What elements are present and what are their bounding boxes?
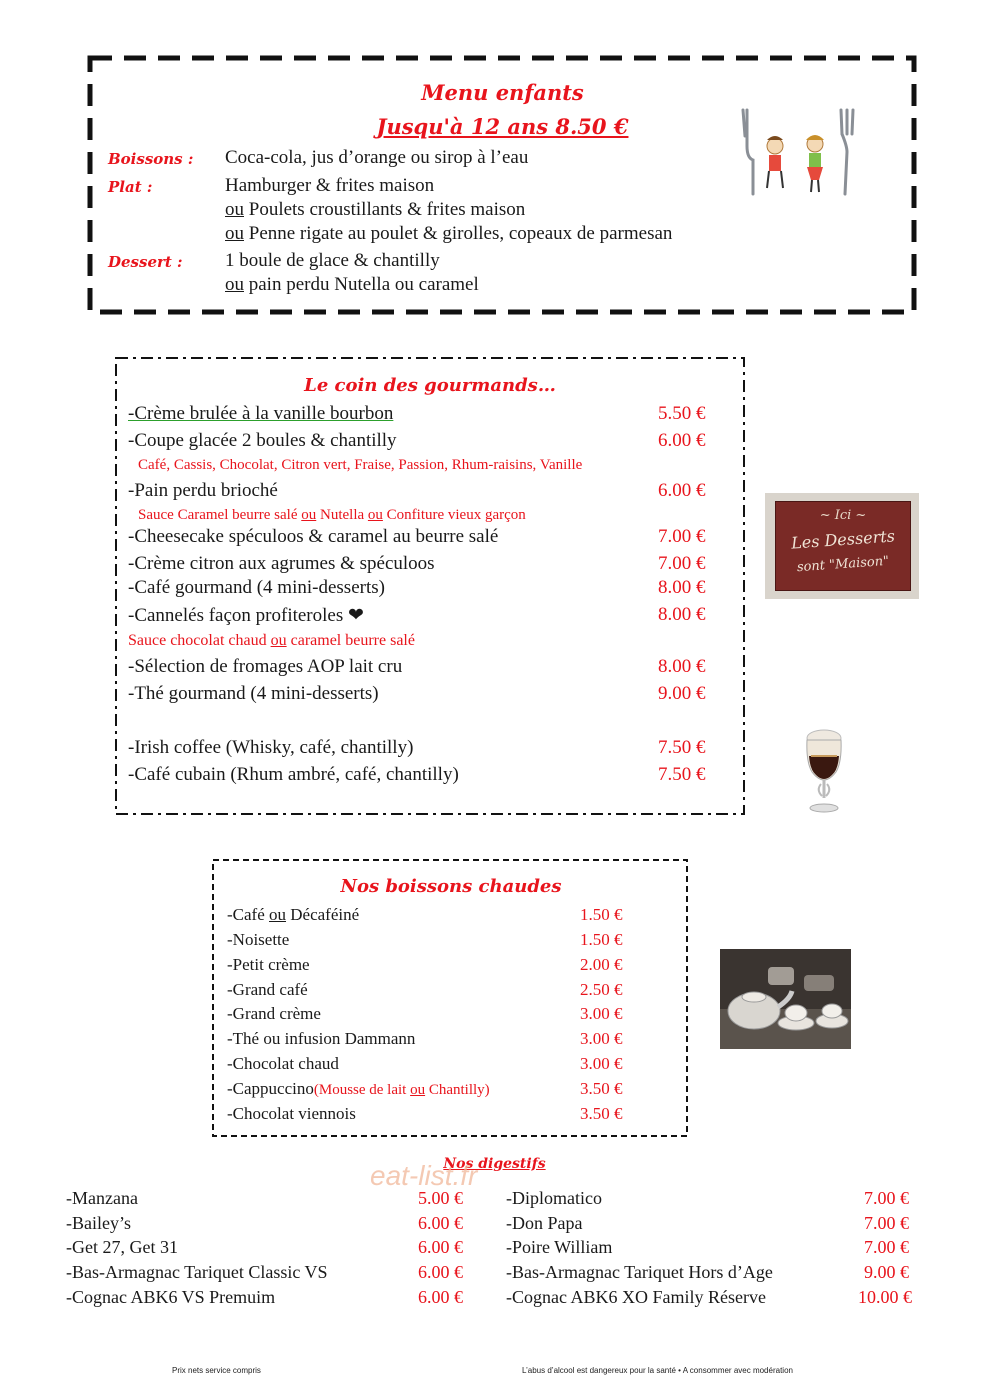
digestif-price: 6.00 € <box>418 1262 463 1282</box>
kids-dessert-2 <box>225 274 479 296</box>
gourmand-item: -Sélection de fromages AOP lait cru <box>128 656 403 677</box>
hot-drink-price: 2.00 € <box>580 955 623 974</box>
hot-drink-item: -Thé ou infusion Dammann <box>227 1029 416 1048</box>
hot-drink-price: 3.00 € <box>580 1054 623 1073</box>
digestif-price: 5.00 € <box>418 1188 463 1208</box>
digestif-item: -Cognac ABK6 XO Family Réserve <box>506 1287 766 1307</box>
sauce-a: Sauce chocolat chaud <box>128 632 271 649</box>
gourmand-price: 7.50 € <box>658 737 706 758</box>
gourmand-item: -Crème brulée à la vanille bourbon <box>128 403 394 424</box>
sign-line-2: Les Desserts <box>790 526 896 553</box>
or-word: ou <box>410 1082 426 1098</box>
digestif-item: -Bailey’s <box>66 1213 131 1233</box>
hot-drink-price: 2.50 € <box>580 980 623 999</box>
hot-drink-item: -Noisette <box>227 930 290 949</box>
digestif-price: 10.00 € <box>858 1287 912 1307</box>
kids-main-3 <box>225 223 672 245</box>
hot-drink-price: 3.00 € <box>580 1004 623 1023</box>
gourmand-item: -Café cubain (Rhum ambré, café, chantilly) <box>128 764 459 785</box>
hot-drink-price: 1.50 € <box>580 905 623 924</box>
digestif-item: -Cognac ABK6 VS Premuim <box>66 1287 276 1307</box>
or-word: ou <box>270 632 287 649</box>
footer-right-note: L’abus d’alcool est dangereux pour la santé • A consommer avec modération <box>522 1366 793 1375</box>
gourmands-title: Le coin des gourmands… <box>304 375 556 396</box>
kids-main-3-text: Penne rigate au poulet & girolles, copeaux de parmesan <box>244 223 673 244</box>
hot-drink-price: 3.00 € <box>580 1029 623 1048</box>
hot-drink-name: -Café <box>227 905 270 924</box>
drinks-label: Boissons : <box>108 150 194 168</box>
digestif-item: -Diplomatico <box>506 1188 602 1208</box>
digestif-item: -Manzana <box>66 1188 138 1208</box>
gourmand-price: 8.00 € <box>658 577 706 598</box>
hot-drink-item: -Grand crème <box>227 1004 321 1023</box>
note-a: (Mousse de lait <box>313 1082 411 1098</box>
kids-main-2 <box>225 199 525 221</box>
footer-left-note: Prix nets service compris <box>172 1366 261 1375</box>
gourmand-price: 6.00 € <box>658 430 706 451</box>
digestif-price: 7.00 € <box>864 1188 909 1208</box>
hot-drink-name-2: Décaféiné <box>286 905 360 924</box>
coupe-flavours: Café, Cassis, Chocolat, Citron vert, Fraise, Passion, Rhum-raisins, Vanille <box>138 457 583 473</box>
watermark: eat-list.fr <box>370 1160 478 1191</box>
main-label: Plat : <box>108 178 153 196</box>
digestifs-title: Nos digestifs <box>443 1156 546 1172</box>
kids-menu-title: Menu enfants <box>421 80 584 105</box>
sauce-c: Confiture vieux garçon <box>382 507 526 523</box>
or-word: ou <box>269 905 287 924</box>
hot-drink-item <box>227 1079 490 1099</box>
cannele-sauces <box>128 632 415 650</box>
gourmand-item: -Crème citron aux agrumes & spéculoos <box>128 553 435 574</box>
dessert-label: Dessert : <box>108 253 183 271</box>
kids-drinks: Coca-cola, jus d’orange ou sirop à l’eau <box>225 147 529 168</box>
sauce-a: Sauce Caramel beurre salé <box>138 507 302 523</box>
hot-drink-price: 3.50 € <box>580 1079 623 1098</box>
digestif-item: -Don Papa <box>506 1213 583 1233</box>
gourmand-price: 8.00 € <box>658 656 706 677</box>
or-word: ou <box>225 274 244 295</box>
digestif-item: -Get 27, Get 31 <box>66 1237 178 1257</box>
kids-dessert-2-text: pain perdu Nutella ou caramel <box>244 274 479 295</box>
sauce-b: caramel beurre salé <box>286 632 415 649</box>
digestif-price: 6.00 € <box>418 1213 463 1233</box>
digestif-price: 6.00 € <box>418 1287 463 1307</box>
or-word: ou <box>367 507 383 523</box>
pain-perdu-sauces <box>138 507 526 524</box>
kids-main-2-text: Poulets croustillants & frites maison <box>244 199 526 220</box>
digestif-item: -Bas-Armagnac Tariquet Hors d’Age <box>506 1262 773 1282</box>
hot-drinks-title: Nos boissons chaudes <box>340 876 562 897</box>
cappuccino-note <box>314 1082 490 1098</box>
desserts-sign-board <box>775 501 911 591</box>
sign-line-3: sont "Maison" <box>796 553 890 576</box>
digestif-price: 6.00 € <box>418 1237 463 1257</box>
kids-main-1: Hamburger & frites maison <box>225 175 435 196</box>
hot-drink-item: -Chocolat chaud <box>227 1054 339 1073</box>
sign-line-1: ~ Ici ~ <box>819 508 867 523</box>
gourmand-price: 6.00 € <box>658 480 706 501</box>
hot-drink-item: -Chocolat viennois <box>227 1104 356 1123</box>
hot-drink-item: -Petit crème <box>227 955 310 974</box>
desserts-sign-photo <box>765 493 919 599</box>
or-word: ou <box>225 223 244 244</box>
or-word: ou <box>301 507 317 523</box>
kids-dessert-1: 1 boule de glace & chantilly <box>225 250 440 271</box>
digestif-price: 7.00 € <box>864 1237 909 1257</box>
sauce-b: Nutella <box>316 507 368 523</box>
gourmand-price: 5.50 € <box>658 403 706 424</box>
gourmand-price: 7.00 € <box>658 553 706 574</box>
gourmand-price: 7.00 € <box>658 526 706 547</box>
gourmand-price: 9.00 € <box>658 683 706 704</box>
irish-coffee-glass-icon <box>800 726 848 816</box>
hot-drink-name: -Cappuccino <box>227 1079 314 1098</box>
digestif-price: 7.00 € <box>864 1213 909 1233</box>
kids-forks-illustration <box>735 106 860 198</box>
hot-drink-price: 3.50 € <box>580 1104 623 1123</box>
or-word: ou <box>225 199 244 220</box>
gourmand-item: -Cheesecake spéculoos & caramel au beurre salé <box>128 526 499 547</box>
note-b: Chantilly) <box>425 1082 490 1098</box>
digestif-item: -Poire William <box>506 1237 613 1257</box>
gourmand-item: -Coupe glacée 2 boules & chantilly <box>128 430 397 451</box>
digestif-item: -Bas-Armagnac Tariquet Classic VS <box>66 1262 328 1282</box>
digestif-price: 9.00 € <box>864 1262 909 1282</box>
hot-drink-price: 1.50 € <box>580 930 623 949</box>
gourmand-item: -Café gourmand (4 mini-desserts) <box>128 577 385 598</box>
gourmand-price: 7.50 € <box>658 764 706 785</box>
gourmand-price: 8.00 € <box>658 604 706 625</box>
gourmand-item: -Pain perdu brioché <box>128 480 278 501</box>
gourmand-item: -Cannelés façon profiteroles ❤ <box>128 605 364 626</box>
hot-drink-item <box>227 905 359 925</box>
hot-drink-item: -Grand café <box>227 980 308 999</box>
gourmand-item: -Thé gourmand (4 mini-desserts) <box>128 683 379 704</box>
gourmand-item: -Irish coffee (Whisky, café, chantilly) <box>128 737 414 758</box>
kids-menu-subtitle: Jusqu'à 12 ans 8.50 € <box>376 114 629 139</box>
tea-set-photo <box>720 949 851 1049</box>
